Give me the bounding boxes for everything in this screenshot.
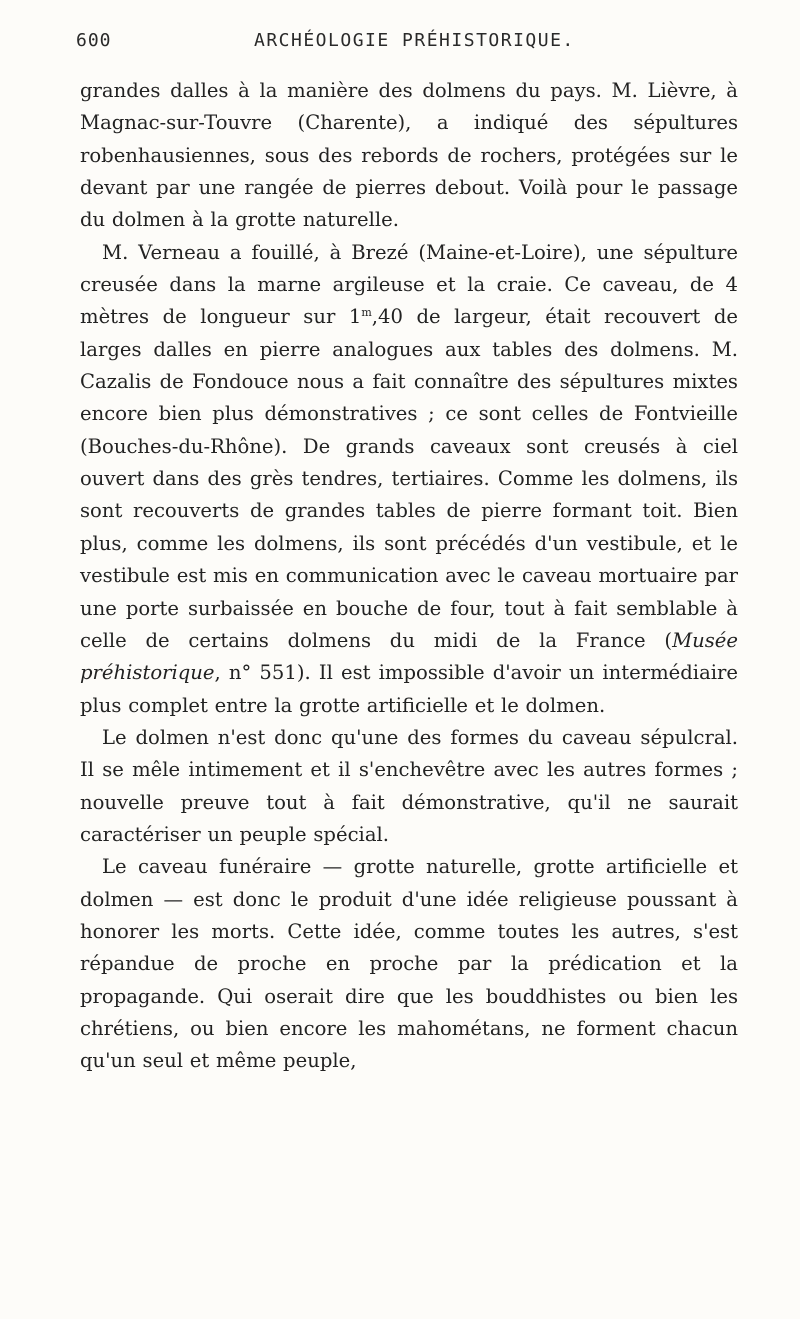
page-number: 600 bbox=[76, 30, 112, 51]
paragraph-2-part-a: M. Verneau a fouillé, à Brezé (Maine-et-Loire), une sépulture creusée dans la marne argileuse et la craie. Ce caveau, de 4 mètres de longueur sur 1 bbox=[80, 240, 738, 329]
running-title: ARCHÉOLOGIE PRÉHISTORIQUE. bbox=[254, 30, 575, 51]
paragraph-1: grandes dalles à la manière des dolmens du pays. M. Lièvre, à Magnac-sur-Touvre (Charente), a indiqué des sépultures robenhausiennes, sous des rebords de rochers, protégées sur le devant par une rangée de pierres debout. Voilà pour le passage du dolmen à la grotte naturelle. bbox=[80, 79, 738, 232]
unit-superscript: m bbox=[361, 306, 372, 320]
paragraph-3: Le dolmen n'est donc qu'une des formes du caveau sépulcral. Il se mêle intimement et il s'enchevêtre avec les autres formes ; nouvelle preuve tout à fait démonstrative, qu'il ne saurait caractériser un peuple spécial. bbox=[80, 725, 738, 846]
paragraph-4: Le caveau funéraire — grotte naturelle, grotte artificielle et dolmen — est donc le produit d'une idée religieuse poussant à honorer les morts. Cette idée, comme toutes les autres, s'est répandue de proche en proche par la prédication et la propagande. Qui oserait dire que les bouddhistes ou bien les chrétiens, ou bien encore les mahométans, ne forment chacun qu'un seul et même peuple, bbox=[80, 855, 738, 1073]
paragraph-2-part-c: , n° 551). Il est impossible d'avoir un intermédiaire plus complet entre la grotte artificielle et le dolmen. bbox=[80, 661, 738, 717]
running-head bbox=[76, 22, 738, 58]
paragraph-2-part-b: ,40 de largeur, était recouvert de larges dalles en pierre analogues aux tables des dolmens. M. Cazalis de Fondouce nous a fait connaître des sépultures mixtes encore bien plus démonstratives ; ce sont celles de Fontvieille (Bouches-du-Rhône). De grands caveaux sont creusés à ciel ouvert dans des grès tendres, tertiaires. Comme les dolmens, ils sont recouverts de grandes tables de pierre formant toit. Bien plus, comme les dolmens, ils sont précédés d'un vestibule, et le vestibule est mis en communication avec le caveau mortuaire par une porte surbaissée en bouche de four, tout à fait semblable à celle de certains dolmens du midi de la France ( bbox=[80, 305, 738, 652]
citation-title: Musée préhistorique bbox=[80, 628, 738, 685]
body-text bbox=[80, 75, 738, 1078]
paragraph-2 bbox=[80, 237, 738, 722]
